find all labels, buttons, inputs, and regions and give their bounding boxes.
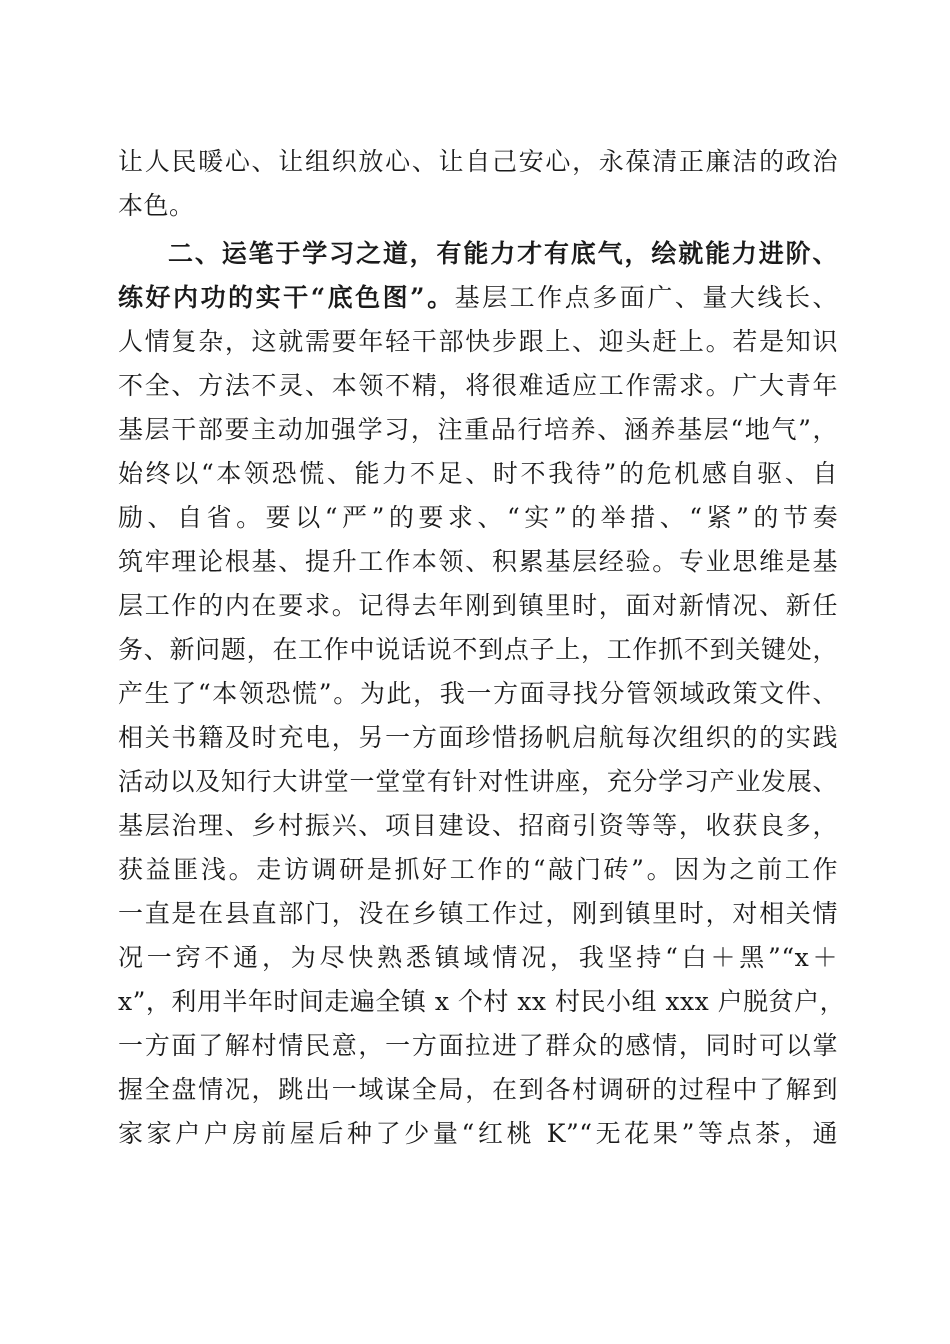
paragraph-start: 基层工作点多面广、量大线长、 — [454, 283, 838, 312]
body-line-13: 获益匪浅。走访调研是抓好工作的“敲门砖”。因为之前工作 — [118, 855, 838, 884]
body-line-3: 基层干部要主动加强学习，注重品行培养、涵养基层“地气”， — [118, 415, 838, 444]
body-line-15: 况一窍不通，为尽快熟悉镇域情况，我坚持“白＋黑”“x＋ — [118, 943, 838, 972]
section-heading-end: 练好内功的实干“底色图”。 — [118, 283, 455, 312]
body-line-11: 活动以及知行大讲堂一堂堂有针对性讲座，充分学习产业发展、 — [118, 767, 838, 796]
intro-line-1: 让人民暖心、让组织放心、让自己安心，永葆清正廉洁的政治 — [118, 147, 838, 176]
section-heading: 二、运笔于学习之道，有能力才有底气，绘就能力进阶、 — [168, 239, 838, 268]
intro-line-2: 本色。 — [118, 191, 195, 220]
body-line-19: 家家户户房前屋后种了少量“红桃 K”“无花果”等点茶，通 — [118, 1119, 838, 1148]
body-line-8: 务、新问题，在工作中说话说不到点子上，工作抓不到关键处， — [118, 635, 838, 664]
body-line-16: x”，利用半年时间走遍全镇 x 个村 xx 村民小组 xxx 户脱贫户， — [118, 987, 846, 1016]
body-line-6: 筑牢理论根基、提升工作本领、积累基层经验。专业思维是基 — [118, 547, 838, 576]
body-line-5: 励、自省。要以“严”的要求、“实”的举措、“紧”的节奏 — [118, 503, 838, 532]
body-line-2: 不全、方法不灵、本领不精，将很难适应工作需求。广大青年 — [118, 371, 838, 400]
body-line-17: 一方面了解村情民意，一方面拉进了群众的感情，同时可以掌 — [118, 1031, 838, 1060]
section-heading-continuation — [118, 276, 838, 320]
body-line-4: 始终以“本领恐慌、能力不足、时不我待”的危机感自驱、自 — [118, 459, 838, 488]
body-line-7: 层工作的内在要求。记得去年刚到镇里时，面对新情况、新任 — [118, 591, 838, 620]
body-line-14: 一直是在县直部门，没在乡镇工作过，刚到镇里时，对相关情 — [118, 899, 838, 928]
body-line-10: 相关书籍及时充电，另一方面珍惜扬帆启航每次组织的的实践 — [118, 723, 838, 752]
body-line-12: 基层治理、乡村振兴、项目建设、招商引资等等，收获良多， — [118, 811, 838, 840]
body-line-1: 人情复杂，这就需要年轻干部快步跟上、迎头赶上。若是知识 — [118, 327, 838, 356]
body-line-18: 握全盘情况，跳出一域谋全局，在到各村调研的过程中了解到 — [118, 1075, 838, 1104]
body-line-9: 产生了“本领恐慌”。为此，我一方面寻找分管领域政策文件、 — [118, 679, 838, 708]
